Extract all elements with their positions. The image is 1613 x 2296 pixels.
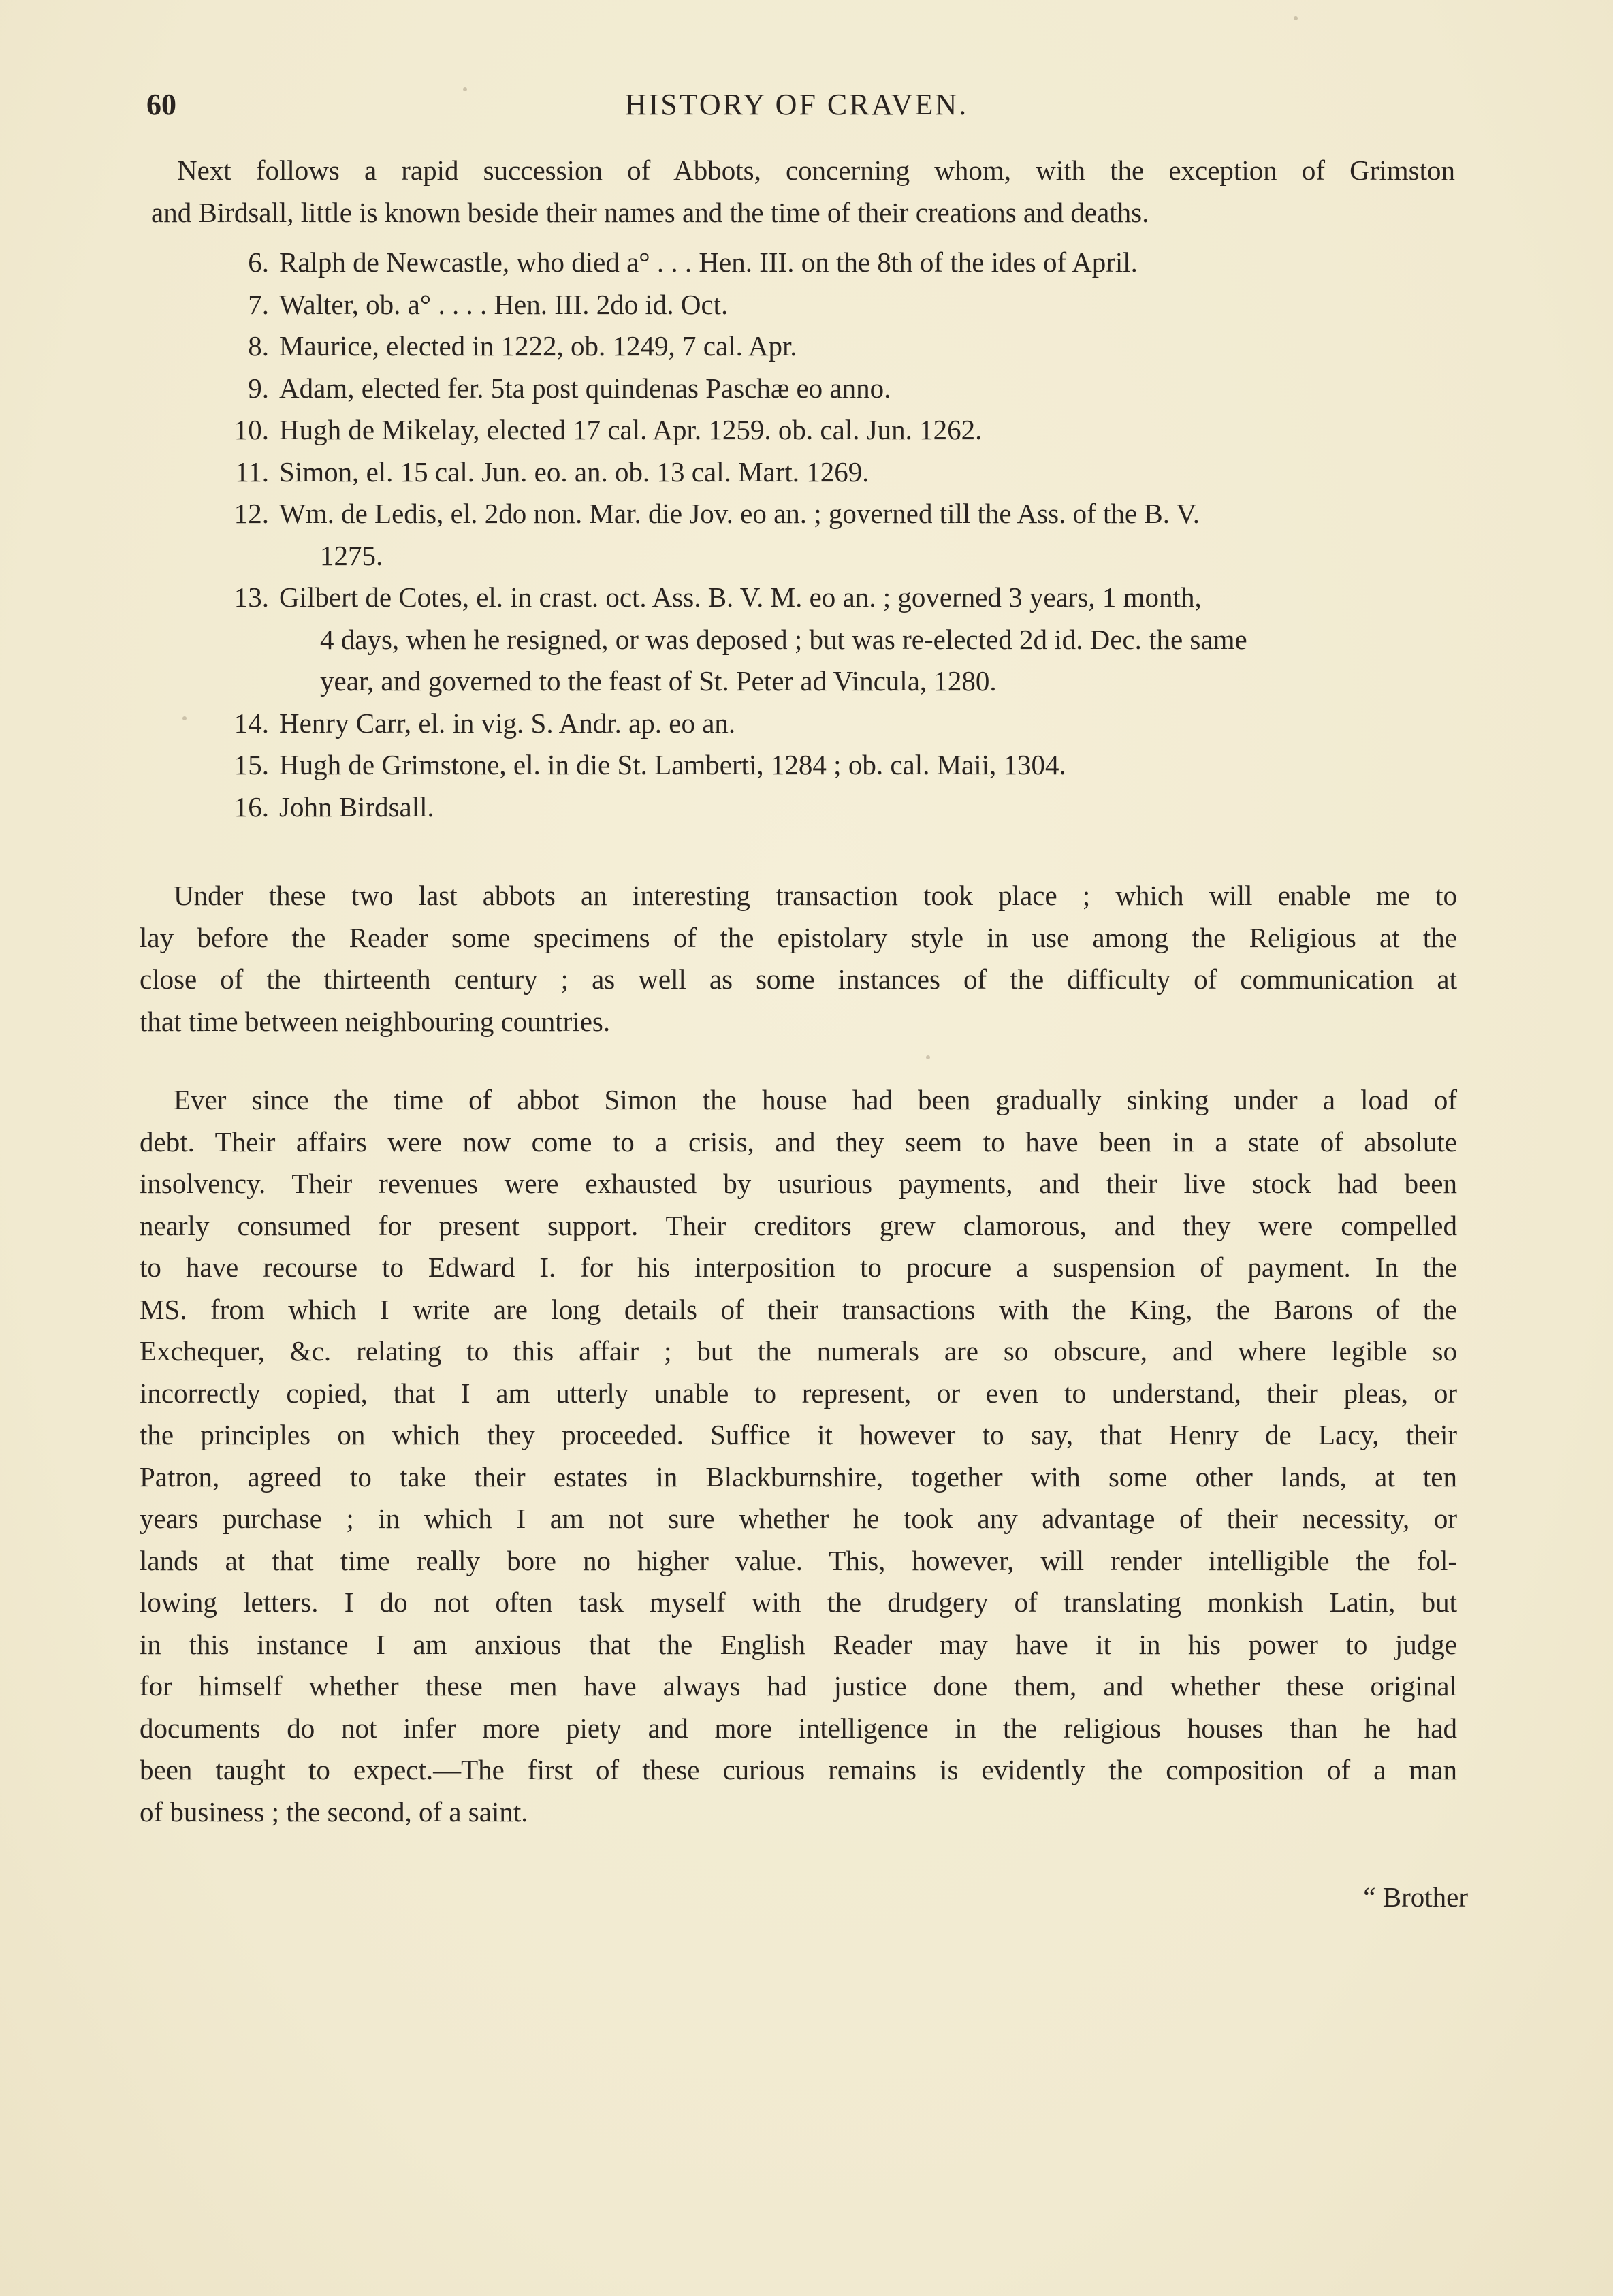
abbot-number: 8.: [248, 330, 269, 362]
text-line: years purchase ; in which I am not sure whether he took any advantage of their necessity, or: [140, 1503, 1457, 1534]
text-line: documents do not infer more piety and more intelligence in the religious houses than he had: [140, 1712, 1457, 1744]
text-line: Patron, agreed to take their estates in Blackburnshire, together with some other lands, at ten: [140, 1461, 1457, 1493]
paragraph-transaction: [140, 875, 1457, 1042]
abbot-number: 16.: [234, 791, 269, 823]
paper-speck: [1294, 16, 1298, 20]
abbot-text: Gilbert de Cotes, el. in crast. oct. Ass. B. V. M. eo an. ; governed 3 years, 1 month,: [279, 581, 1202, 613]
page-number: 60: [146, 88, 176, 121]
abbot-text: Wm. de Ledis, el. 2do non. Mar. die Jov. eo an. ; governed till the Ass. of the B. V.: [279, 498, 1200, 529]
text-line: been taught to expect.—The first of these curious remains is evidently the composition of a man: [140, 1754, 1457, 1785]
text-line: insolvency. Their revenues were exhausted by usurious payments, and their live stock had been: [140, 1168, 1457, 1199]
abbot-text: Ralph de Newcastle, who died a° . . . Hen. III. on the 8th of the ides of April.: [279, 246, 1138, 278]
abbot-number: 7.: [248, 288, 269, 320]
text-line: and Birdsall, little is known beside their names and the time of their creations and deaths.: [151, 196, 1149, 228]
text-line: Under these two last abbots an interesting transaction took place ; which will enable me to: [174, 880, 1457, 911]
abbot-entry-15: [208, 744, 1454, 786]
abbot-entry-7: [208, 284, 1454, 326]
abbot-entry-8: [208, 325, 1454, 368]
abbot-text: Hugh de Grimstone, el. in die St. Lamberti, 1284 ; ob. cal. Maii, 1304.: [279, 749, 1066, 780]
paragraph-insolvency: [140, 1079, 1457, 1833]
abbot-number: 12.: [234, 498, 269, 529]
text-line: in this instance I am anxious that the English Reader may have it in his power to judge: [140, 1628, 1457, 1660]
text-line: lands at that time really bore no higher value. This, however, will render intelligible the fol-: [140, 1544, 1457, 1576]
text-line: MS. from which I write are long details of their transactions with the King, the Barons of the: [140, 1293, 1457, 1325]
text-line: to have recourse to Edward I. for his interposition to procure a suspension of payment. In the: [140, 1251, 1457, 1283]
abbot-entry-14: [208, 703, 1454, 745]
text-line: the principles on which they proceeded. Suffice it however to say, that Henry de Lacy, their: [140, 1419, 1457, 1450]
text-line: Ever since the time of abbot Simon the house had been gradually sinking under a load of: [174, 1084, 1457, 1115]
abbot-entry-6: [208, 242, 1454, 284]
abbot-entry-13: [208, 577, 1454, 703]
abbot-number: 14.: [234, 707, 269, 739]
abbot-text: Simon, el. 15 cal. Jun. eo. an. ob. 13 cal. Mart. 1269.: [279, 456, 869, 488]
intro-paragraph: [151, 150, 1455, 234]
abbot-entry-11: [208, 451, 1454, 494]
text-line: Exchequer, &c. relating to this affair ; but the numerals are so obscure, and where legible so: [140, 1335, 1457, 1367]
paper-speck: [463, 87, 467, 91]
text-line: Next follows a rapid succession of Abbots, concerning whom, with the exception of Grimston: [177, 155, 1455, 186]
abbot-number: 15.: [234, 749, 269, 780]
abbot-text-continued: year, and governed to the feast of St. Peter ad Vincula, 1280.: [320, 665, 997, 697]
abbot-number: 9.: [248, 372, 269, 404]
text-line: incorrectly copied, that I am utterly unable to represent, or even to understand, their pleas, or: [140, 1377, 1457, 1409]
abbot-list: [208, 242, 1454, 828]
abbot-number: 6.: [248, 246, 269, 278]
text-line: that time between neighbouring countries.: [140, 1005, 611, 1037]
text-line: lay before the Reader some specimens of the epistolary style in use among the Religious at the: [140, 921, 1457, 953]
abbot-number: 13.: [234, 581, 269, 613]
abbot-text-continued: 1275.: [320, 539, 383, 571]
abbot-entry-12: [208, 493, 1454, 577]
abbot-number: 11.: [235, 456, 269, 488]
text-line: debt. Their affairs were now come to a crisis, and they seem to have been in a state of absolute: [140, 1126, 1457, 1158]
abbot-text-continued: 4 days, when he resigned, or was deposed ; but was re-elected 2d id. Dec. the same: [320, 623, 1247, 655]
text-line: lowing letters. I do not often task myself with the drudgery of translating monkish Latin, but: [140, 1587, 1457, 1618]
abbot-entry-9: [208, 368, 1454, 410]
abbot-text: Henry Carr, el. in vig. S. Andr. ap. eo an.: [279, 707, 736, 739]
running-title: HISTORY OF CRAVEN.: [624, 88, 969, 121]
abbot-text: John Birdsall.: [279, 791, 434, 823]
abbot-text: Walter, ob. a° . . . . Hen. III. 2do id. Oct.: [279, 288, 729, 320]
abbot-text: Hugh de Mikelay, elected 17 cal. Apr. 1259. ob. cal. Jun. 1262.: [279, 414, 983, 445]
abbot-entry-16: [208, 786, 1454, 829]
text-line: nearly consumed for present support. Their creditors grew clamorous, and they were compelled: [140, 1209, 1457, 1241]
catchword: “ Brother: [1363, 1881, 1468, 1913]
text-line: of business ; the second, of a saint.: [140, 1796, 528, 1828]
text-line: for himself whether these men have always had justice done them, and whether these original: [140, 1670, 1457, 1702]
abbot-text: Maurice, elected in 1222, ob. 1249, 7 cal. Apr.: [279, 330, 797, 362]
abbot-text: Adam, elected fer. 5ta post quindenas Paschæ eo anno.: [279, 372, 891, 404]
abbot-number: 10.: [234, 414, 269, 445]
paper-speck: [182, 716, 187, 720]
paper-speck: [926, 1055, 930, 1059]
abbot-entry-10: [208, 409, 1454, 451]
text-line: close of the thirteenth century ; as well as some instances of the difficulty of communication at: [140, 963, 1457, 995]
running-head: [146, 87, 1447, 128]
